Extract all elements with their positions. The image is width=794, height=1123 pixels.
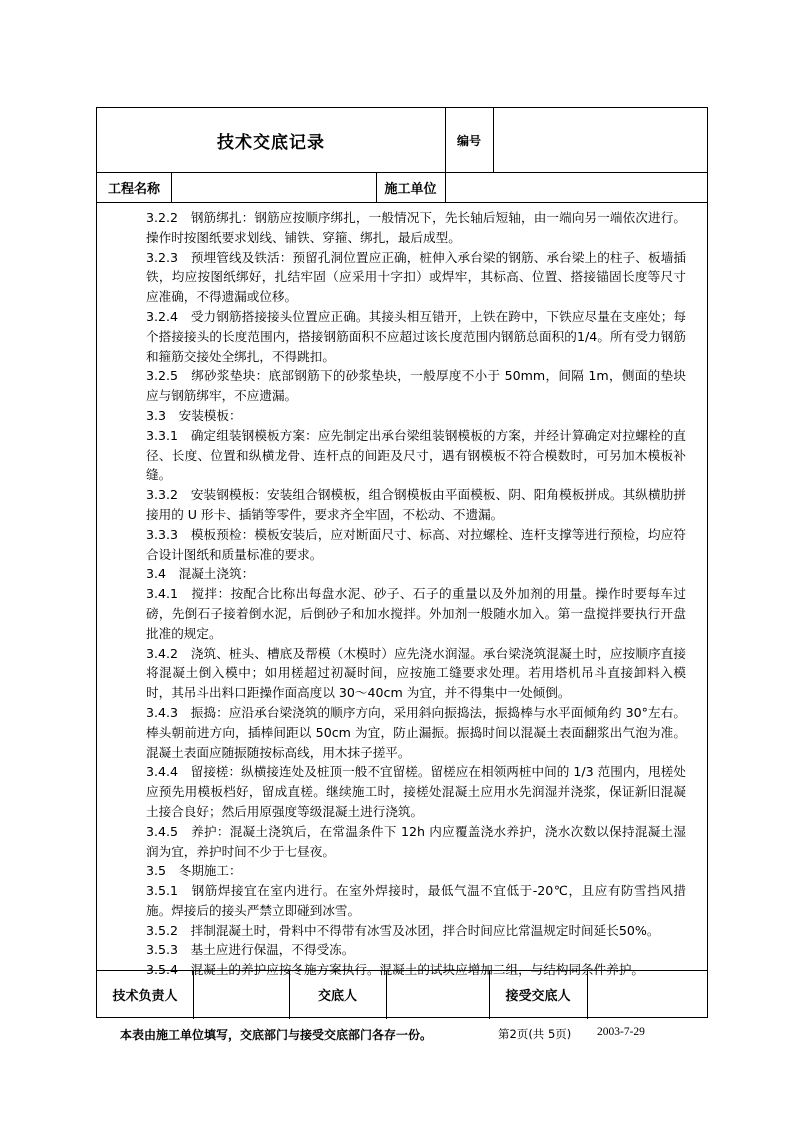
content-paragraph: 3.3.3 模板预检：模板安装后，应对断面尺寸、标高、对拉螺栓、连杆支撑等进行预检，均应符合设计图纸和质量标准的要求。	[146, 526, 686, 562]
content-paragraph: 3.4.1 搅拌：按配合比称出每盘水泥、砂子、石子的重量以及外加剂的用量。操作时要每车过磅，先倒石子接着倒水泥，后倒砂子和加水搅拌。外加剂一般随水加入。第一盘搅拌要执行开盘批准的规定。	[146, 586, 686, 641]
discloser-label: 交底人	[317, 989, 357, 1004]
page-title: 技术交底记录	[217, 132, 325, 153]
content-paragraph: 3.4.3 振捣：应沿承台梁浇筑的顺序方向，采用斜向振捣法，振捣棒与水平面倾角约 30°左右。棒头朝前进方向，插棒间距以 50cm 为宜，防止漏振。振捣时间以混凝土表面翻浆出气泡为准。混凝土表面应随振随按标高线，用木抹子搓平。	[146, 704, 686, 760]
footer-note: 本表由施工单位填写，交底部门与接受交底部门各存一份。	[120, 1028, 433, 1042]
content-paragraph: 3.4 混凝土浇筑：	[146, 566, 255, 582]
project-name-label: 工程名称	[107, 181, 160, 197]
content-paragraph: 3.3.2 安装钢模板：安装组合钢模板，组合钢模板由平面模板、阴、阳角模板拼成。其纵横肋拼接用的 U 形卡、插销等零件，要求齐全牢固，不松动、不遗漏。	[146, 487, 686, 522]
builder-unit-label: 施工单位	[384, 181, 437, 197]
content-paragraph: 3.2.2 钢筋绑扎：钢筋应按顺序绑扎，一般情况下，先长轴后短轴，由一端向另一端依次进行。操作时按图纸要求划线、铺铁、穿箍、绑扎，最后成型。	[146, 210, 686, 245]
divider-project-row	[97, 202, 707, 203]
content-paragraph: 3.2.3 预埋管线及铁活：预留孔洞位置应正确，桩伸入承台梁的钢筋、承台梁上的柱子、板墙插铁，均应按图纸绑好，扎结牢固（应采用十字扣）或焊牢，其标高、位置、搭接锚固长度等尺寸应准确，不得遗漏或位移。	[146, 249, 686, 305]
page-indicator: 第2页(共 5页)	[498, 1027, 572, 1041]
tech-lead-label: 技术负责人	[112, 989, 178, 1004]
content-paragraph: 3.5.3 基土应进行保温，不得受冻。	[146, 942, 355, 958]
content-paragraph: 3.4.4 留接槎：纵横接连处及桩顶一般不宜留槎。留槎应在相领两桩中间的 1/3 范围内，甩槎处应预先用模板档好，留成直槎。继续施工时，接槎处混凝土应用水先润湿并浇浆，保证新旧混凝土接合良好；然后用原强度等级混凝土进行浇筑。	[146, 764, 686, 819]
content-paragraph: 3.2.5 绑砂浆垫块：底部钢筋下的砂浆垫块，一般厚度不小于 50mm，间隔 1m，侧面的垫块应与钢筋绑牢，不应遗漏。	[146, 368, 686, 404]
content-paragraph: 3.5.1 钢筋焊接宜在室内进行。在室外焊接时，最低气温不宜低于-20℃，且应有防雪挡风措施。焊接后的接头严禁立即碰到冰雪。	[146, 883, 686, 918]
disclosure-content	[146, 208, 686, 980]
builder-unit-field[interactable]	[445, 172, 707, 202]
content-paragraph: 3.4.2 浇筑、桩头、槽底及帮模（木模时）应先浇水润湿。承台梁浇筑混凝土时，应按顺序直接将混凝土倒入模中；如用槎超过初凝时间，应按施工缝要求处理。若用塔机吊斗直接卸料入模时，其吊斗出料口距操作面高度以 30～40cm 为宜，并不得集中一处倾倒。	[146, 645, 686, 701]
receiver-label: 接受交底人	[505, 989, 571, 1004]
content-paragraph: 3.4.5 养护：混凝土浇筑后，在常温条件下 12h 内应覆盖浇水养护，浇水次数以保持混凝土湿润为宜，养护时间不少于七昼夜。	[146, 823, 686, 859]
content-paragraph: 3.5 冬期施工：	[146, 863, 242, 879]
content-paragraph: 3.3.1 确定组装钢模板方案：应先制定出承台梁组装钢模板的方案，并经计算确定对拉螺栓的直径、长度、位置和纵横龙骨、连杆点的间距及尺寸，遇有钢模板不符合模数时，可另加木模板补缝。	[146, 427, 686, 483]
content-paragraph: 3.3 安装模板：	[146, 407, 242, 423]
number-label: 编号	[456, 133, 481, 148]
footer-date: 2003-7-29	[597, 1026, 645, 1038]
project-name-field[interactable]	[171, 172, 376, 202]
number-field[interactable]	[493, 108, 707, 172]
content-paragraph: 3.2.4 受力钢筋搭接接头位置应正确。其接头相互错开，上铁在跨中，下铁应尽量在支座处；每个搭接接头的长度范围内，搭接钢筋面积不应超过该长度范围内钢筋总面积的1/4。所有受力钢筋和箍筋交接处全绑扎，不得跳扣。	[146, 308, 686, 364]
content-paragraph: 3.5.4 混凝土的养护应按冬施方案执行。混凝土的试块应增加二组，与结构同条件养护。	[146, 962, 645, 978]
content-paragraph: 3.5.2 拌制混凝土时，骨料中不得带有冰雪及冰团，拌合时间应比常温规定时间延长50%。	[146, 922, 660, 938]
